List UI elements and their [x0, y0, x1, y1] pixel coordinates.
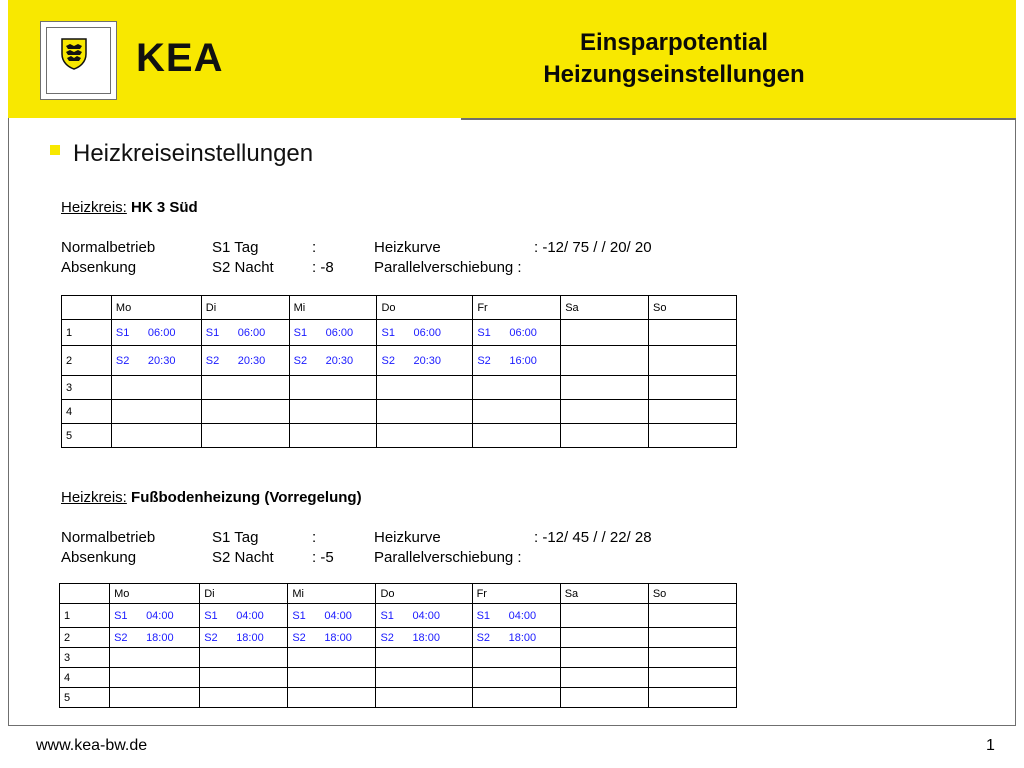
- table-row: [62, 346, 737, 376]
- absenk-s: S2 Nacht: [212, 259, 274, 276]
- schedule-cell: [473, 376, 561, 400]
- normal-label: Normalbetrieb: [61, 529, 156, 546]
- schedule-cell: [472, 648, 560, 668]
- schedule-cell: [201, 376, 289, 400]
- schedule-cell: [201, 424, 289, 448]
- absenk-label: Absenkung: [61, 549, 137, 566]
- schedule-cell: [110, 668, 200, 688]
- switch-time: 06:00: [237, 326, 266, 339]
- absenk-value: : -5: [312, 549, 334, 566]
- switch-time: 18:00: [324, 631, 352, 644]
- kea-logo-text: KEA: [136, 36, 224, 80]
- top-rule: [461, 118, 1016, 120]
- schedule-cell: [110, 628, 200, 648]
- switch-label: S1: [381, 326, 395, 339]
- schedule-cell: [201, 346, 289, 376]
- table-row: [60, 648, 737, 668]
- day-header-cell: Mi: [289, 296, 377, 320]
- schedule-cell: [561, 400, 649, 424]
- schedule-cell: [561, 346, 649, 376]
- schedule-cell: [377, 400, 473, 424]
- footer-url: www.kea-bw.de: [36, 737, 148, 754]
- schedule-cell: [288, 648, 376, 668]
- normal-sep: :: [312, 529, 317, 546]
- schedule-cell: [561, 320, 649, 346]
- schedule-cell: [473, 320, 561, 346]
- day-header-cell: Di: [201, 296, 289, 320]
- table-row: [60, 668, 737, 688]
- row-number-cell: 2: [62, 346, 112, 376]
- day-header-cell: So: [648, 584, 736, 604]
- switch-label: S1: [292, 609, 306, 622]
- absenk-label: Absenkung: [61, 259, 137, 276]
- heizkreis-1-heading: [61, 199, 198, 216]
- switch-time: 16:00: [509, 354, 537, 367]
- switch-time: 04:00: [236, 609, 264, 622]
- schedule-cell: [289, 424, 377, 448]
- schedule-cell: [289, 376, 377, 400]
- day-header-cell: Mo: [110, 584, 200, 604]
- schedule-cell: [376, 688, 472, 708]
- normal-param: Heizkurve: [374, 239, 441, 256]
- schedule-cell: [200, 628, 288, 648]
- schedule-cell: [648, 668, 736, 688]
- switch-label: S2: [204, 631, 218, 644]
- switch-time: 20:30: [147, 354, 176, 367]
- schedule-cell: [648, 604, 736, 628]
- schedule-cell: [376, 648, 472, 668]
- switch-label: S1: [114, 609, 128, 622]
- schedule-cell: [110, 648, 200, 668]
- row-number-cell: 5: [62, 424, 112, 448]
- switch-time: 06:00: [413, 326, 442, 339]
- day-header-cell: Do: [376, 584, 472, 604]
- switch-time: 20:30: [413, 354, 442, 367]
- row-number-cell: 1: [62, 320, 112, 346]
- schedule-cell: [377, 320, 473, 346]
- day-header-cell: Sa: [560, 584, 648, 604]
- table-row: [60, 628, 737, 648]
- schedule-cell: [560, 668, 648, 688]
- switch-time: 20:30: [325, 354, 354, 367]
- switch-time: 04:00: [146, 609, 174, 622]
- switch-time: 20:30: [237, 354, 266, 367]
- schedule-cell: [473, 400, 561, 424]
- schedule-cell: [648, 648, 736, 668]
- switch-label: S2: [293, 354, 308, 367]
- schedule-cell: [472, 628, 560, 648]
- row-number-cell: 3: [60, 648, 110, 668]
- schedule-cell: [649, 320, 737, 346]
- switch-label: S2: [477, 354, 491, 367]
- schedule-cell: [648, 628, 736, 648]
- title-line-1: Einsparpotential: [579, 29, 769, 56]
- normal-value: : -12/ 75 / / 20/ 20: [534, 239, 652, 256]
- schedule-cell: [649, 424, 737, 448]
- absenk-s: S2 Nacht: [212, 549, 274, 566]
- row-number-cell: 2: [60, 628, 110, 648]
- switch-label: S2: [205, 354, 220, 367]
- table-header-row: [62, 296, 737, 320]
- normal-s: S1 Tag: [212, 239, 259, 256]
- schedule-cell: [377, 424, 473, 448]
- switch-label: S1: [476, 609, 491, 622]
- schedule-cell: [110, 604, 200, 628]
- schedule-cell: [288, 688, 376, 708]
- schedule-cell: [560, 604, 648, 628]
- day-header-cell: So: [649, 296, 737, 320]
- heizkreis-1-label: Heizkreis:: [61, 199, 127, 216]
- normal-sep: :: [312, 239, 317, 256]
- logo-frame: [40, 21, 117, 100]
- switch-label: S1: [204, 609, 218, 622]
- switch-time: 18:00: [236, 631, 264, 644]
- switch-time: 06:00: [325, 326, 354, 339]
- row-number-cell: 4: [60, 668, 110, 688]
- absenk-param: Parallelverschiebung :: [374, 259, 522, 276]
- schedule-cell: [200, 688, 288, 708]
- switch-time: 06:00: [147, 326, 176, 339]
- switch-time: 04:00: [324, 609, 352, 622]
- row-number-cell: 3: [62, 376, 112, 400]
- schedule-cell: [472, 668, 560, 688]
- heizkreis-2-label: Heizkreis:: [61, 489, 127, 506]
- schedule-cell: [473, 346, 561, 376]
- absenk-value: : -8: [312, 259, 334, 276]
- schedule-cell: [111, 346, 201, 376]
- switch-time: 18:00: [412, 631, 440, 644]
- schedule-table-1: [61, 295, 737, 448]
- normal-value: : -12/ 45 / / 22/ 28: [534, 529, 652, 546]
- normal-label: Normalbetrieb: [61, 239, 156, 256]
- heizkreis-1-name: HK 3 Süd: [131, 199, 198, 216]
- schedule-cell: [288, 628, 376, 648]
- bullet-square-icon: [50, 145, 60, 155]
- row-number-cell: 4: [62, 400, 112, 424]
- schedule-cell: [111, 424, 201, 448]
- page-title: [474, 27, 874, 91]
- schedule-table-2: [59, 583, 737, 708]
- schedule-cell: [289, 400, 377, 424]
- day-header-cell: Fr: [472, 584, 560, 604]
- schedule-cell: [560, 628, 648, 648]
- schedule-cell: [472, 688, 560, 708]
- schedule-cell: [288, 604, 376, 628]
- switch-label: S1: [205, 326, 220, 339]
- table-header-row: [60, 584, 737, 604]
- normal-param: Heizkurve: [374, 529, 441, 546]
- heizkreis-2-heading: [61, 489, 362, 506]
- schedule-cell: [561, 376, 649, 400]
- section-title: Heizkreiseinstellungen: [73, 140, 314, 167]
- switch-label: S2: [114, 631, 128, 644]
- title-line-2: Heizungseinstellungen: [543, 61, 805, 88]
- schedule-cell: [377, 376, 473, 400]
- switch-label: S1: [477, 326, 491, 339]
- schedule-cell: [472, 604, 560, 628]
- row-number-cell: 1: [60, 604, 110, 628]
- schedule-cell: [111, 376, 201, 400]
- schedule-cell: [111, 400, 201, 424]
- schedule-cell: [560, 688, 648, 708]
- schedule-cell: [200, 648, 288, 668]
- switch-label: S2: [476, 631, 491, 644]
- day-header-cell: Di: [200, 584, 288, 604]
- schedule-cell: [560, 648, 648, 668]
- day-header-cell: Fr: [473, 296, 561, 320]
- switch-label: S2: [380, 631, 394, 644]
- schedule-cell: [649, 346, 737, 376]
- day-header-cell: Sa: [561, 296, 649, 320]
- switch-time: 18:00: [146, 631, 174, 644]
- header-corner-cell: [62, 296, 112, 320]
- schedule-cell: [200, 668, 288, 688]
- day-header-cell: Do: [377, 296, 473, 320]
- table-row: [62, 376, 737, 400]
- switch-label: S1: [293, 326, 308, 339]
- schedule-cell: [376, 604, 472, 628]
- schedule-cell: [376, 628, 472, 648]
- table-row: [60, 688, 737, 708]
- schedule-cell: [648, 688, 736, 708]
- switch-label: S2: [381, 354, 395, 367]
- schedule-cell: [288, 668, 376, 688]
- heizkreis-2-name: Fußbodenheizung (Vorregelung): [131, 489, 362, 506]
- page-number: 1: [986, 737, 995, 754]
- normal-s: S1 Tag: [212, 529, 259, 546]
- schedule-cell: [289, 320, 377, 346]
- schedule-cell: [561, 424, 649, 448]
- switch-time: 04:00: [412, 609, 440, 622]
- schedule-cell: [289, 346, 377, 376]
- schedule-cell: [377, 346, 473, 376]
- row-number-cell: 5: [60, 688, 110, 708]
- table-row: [60, 604, 737, 628]
- table-row: [62, 424, 737, 448]
- table-row: [62, 320, 737, 346]
- switch-label: S2: [292, 631, 306, 644]
- day-header-cell: Mo: [111, 296, 201, 320]
- switch-label: S1: [115, 326, 130, 339]
- schedule-cell: [649, 376, 737, 400]
- schedule-cell: [649, 400, 737, 424]
- schedule-cell: [200, 604, 288, 628]
- switch-time: 18:00: [508, 631, 537, 644]
- switch-time: 04:00: [508, 609, 537, 622]
- schedule-cell: [376, 668, 472, 688]
- coat-of-arms-icon: [61, 38, 87, 70]
- switch-label: S2: [115, 354, 130, 367]
- table-row: [62, 400, 737, 424]
- switch-time: 06:00: [509, 326, 537, 339]
- schedule-cell: [201, 320, 289, 346]
- absenk-param: Parallelverschiebung :: [374, 549, 522, 566]
- schedule-cell: [201, 400, 289, 424]
- schedule-cell: [110, 688, 200, 708]
- header-corner-cell: [60, 584, 110, 604]
- schedule-cell: [473, 424, 561, 448]
- schedule-cell: [111, 320, 201, 346]
- day-header-cell: Mi: [288, 584, 376, 604]
- switch-label: S1: [380, 609, 394, 622]
